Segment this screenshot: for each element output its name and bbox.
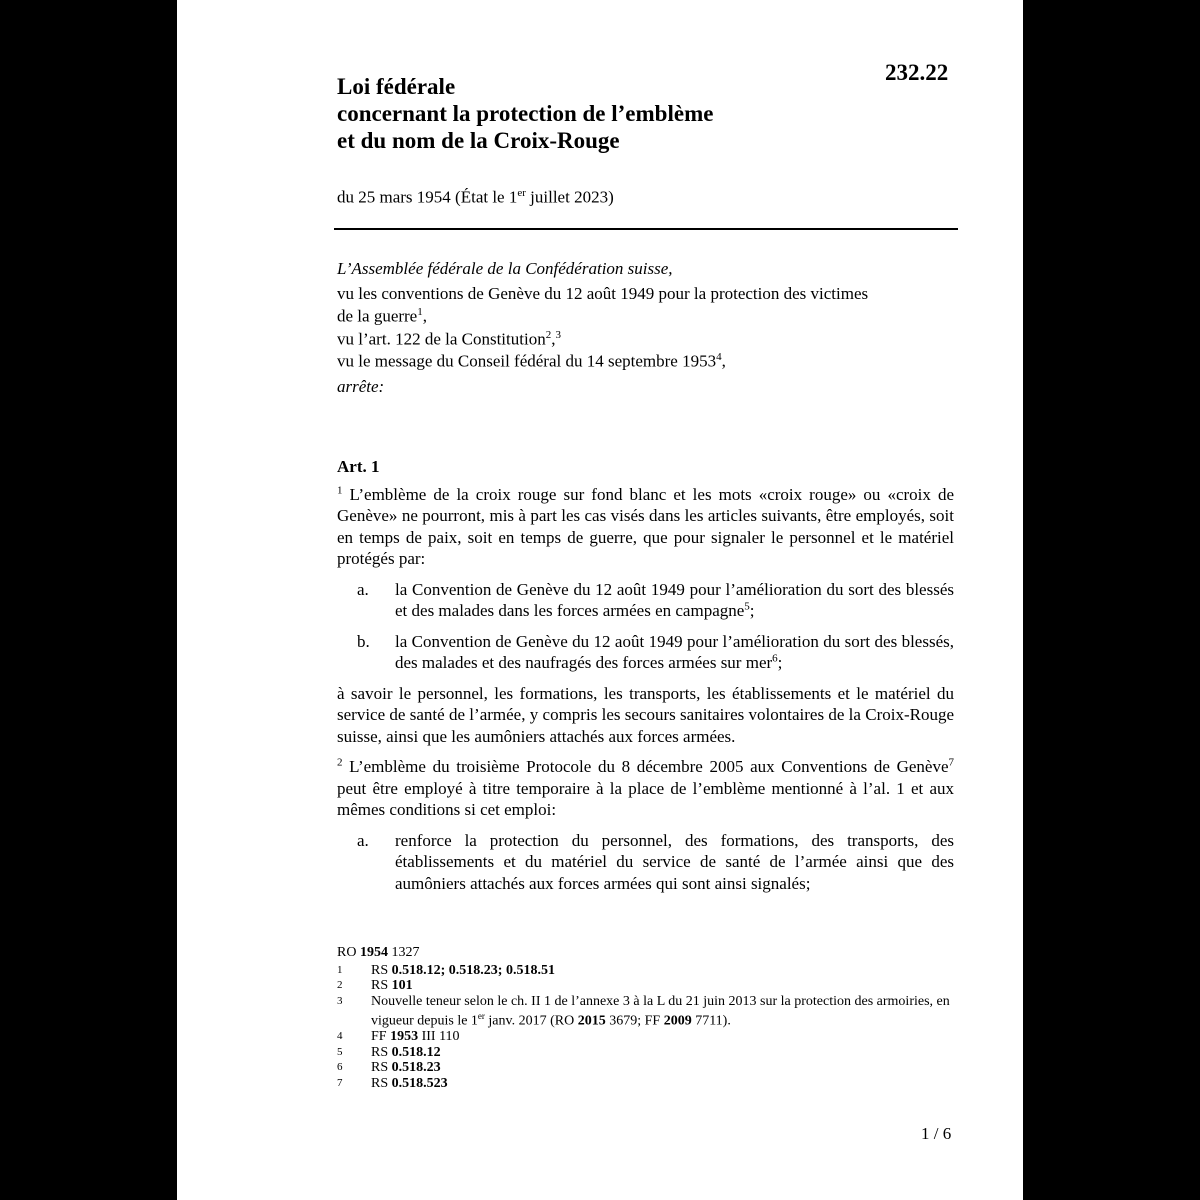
- footnote-6: 6 RS 0.518.23: [337, 1060, 441, 1076]
- footnote-ref-5[interactable]: 5: [744, 600, 750, 613]
- document-date: du 25 mars 1954 (État le 1er juillet 2023): [337, 187, 614, 207]
- footnote-ref-3[interactable]: 3: [555, 328, 561, 341]
- paragraph-1: $^1$ L’emblème de la croix rouge sur fond blanc et les mots «croix rouge» ou «croix de Genève» ne pourront, mis à part les cas visés dans les articles suivants, être employés, soit en temps de paix, soit en temps de guerre, que pour signaler le personnel et le matériel protégés par:: [337, 483, 954, 568]
- footnote-5: 5 RS 0.518.12: [337, 1044, 441, 1060]
- footnote-1: 1 RS 0.518.12; 0.518.23; 0.518.51: [337, 962, 555, 978]
- preamble: [337, 259, 957, 396]
- footnotes: [337, 945, 967, 1091]
- title-line-3: et du nom de la Croix-Rouge: [337, 128, 620, 153]
- footnote-2: 2 RS 101: [337, 978, 413, 993]
- title-line-1: Loi fédérale: [337, 74, 456, 99]
- title-divider: [334, 228, 958, 230]
- document-page: [177, 0, 1023, 1200]
- paragraph-2: $^2$ L’emblème du troisième Protocole du 8 décembre 2005 aux Conventions de Genève$^7$ peut être employé à titre temporaire à la place de l’emblème mentionné à l’al. 1 et aux mêmes conditions si cet emploi:: [337, 756, 954, 819]
- official-compilation-ref: RO 1954 1327: [337, 945, 420, 960]
- list-item: a. renforce la protection du personnel, des formations, des transports, des établissements et du matériel du service de santé de l’armée ainsi que des aumôniers attachés aux forces armées qui sont ainsi signalés;: [357, 830, 954, 893]
- decree: arrête:: [337, 376, 385, 396]
- footnote-ref-1[interactable]: 1: [417, 306, 423, 318]
- preamble-line-1b: de la guerre$^1$,: [337, 306, 427, 326]
- list-item: b. la Convention de Genève du 12 août 1949 pour l’amélioration du sort des blessés, des malades et des naufragés des forces armées sur mer$^6$;: [357, 631, 954, 672]
- footnote-ref-2[interactable]: 2: [545, 328, 552, 341]
- article-heading: Art. 1: [337, 457, 380, 476]
- systematic-number: 232.22: [885, 60, 949, 85]
- footnote-ref-7[interactable]: 7: [948, 756, 954, 769]
- document-title: [337, 73, 713, 154]
- footnote-ref-6[interactable]: 6: [772, 652, 778, 665]
- footnote-7: 7 RS 0.518.523: [337, 1075, 448, 1091]
- footnote-3: 3 Nouvelle teneur selon le ch. II 1 de l’annexe 3 à la L du 21 juin 2013 sur la protection des armoiries, en vigueur depuis le 1er janv. 2017 (RO 2015 3679; FF 2009 7711).: [337, 993, 950, 1029]
- preamble-line-1a: vu les conventions de Genève du 12 août 1949 pour la protection des victimes: [337, 284, 869, 303]
- enacting-body: L’Assemblée fédérale de la Confédération suisse,: [337, 259, 673, 278]
- list-item: a. la Convention de Genève du 12 août 1949 pour l’amélioration du sort des blessés et des malades dans les forces armées en campagne$^5$;: [357, 579, 954, 620]
- preamble-line-3: vu le message du Conseil fédéral du 14 septembre 1953$^4$,: [337, 351, 726, 371]
- footnote-ref-4[interactable]: 4: [716, 351, 722, 364]
- paragraph-1-continuation: à savoir le personnel, les formations, les transports, les établissements et le matériel du service de santé de l’armée, y compris les secours sanitaires volontaires de la Croix-Rouge suisse, ainsi que les aumôniers attachés aux forces armées.: [337, 683, 954, 746]
- footnote-4: 4 FF 1953 III 110: [337, 1029, 460, 1045]
- article-1: [337, 456, 954, 903]
- page-number: 1 / 6: [921, 1124, 952, 1143]
- title-line-2: concernant la protection de l’emblème: [337, 101, 714, 126]
- preamble-line-2: vu l’art. 122 de la Constitution$^2$,$^3$: [337, 328, 561, 349]
